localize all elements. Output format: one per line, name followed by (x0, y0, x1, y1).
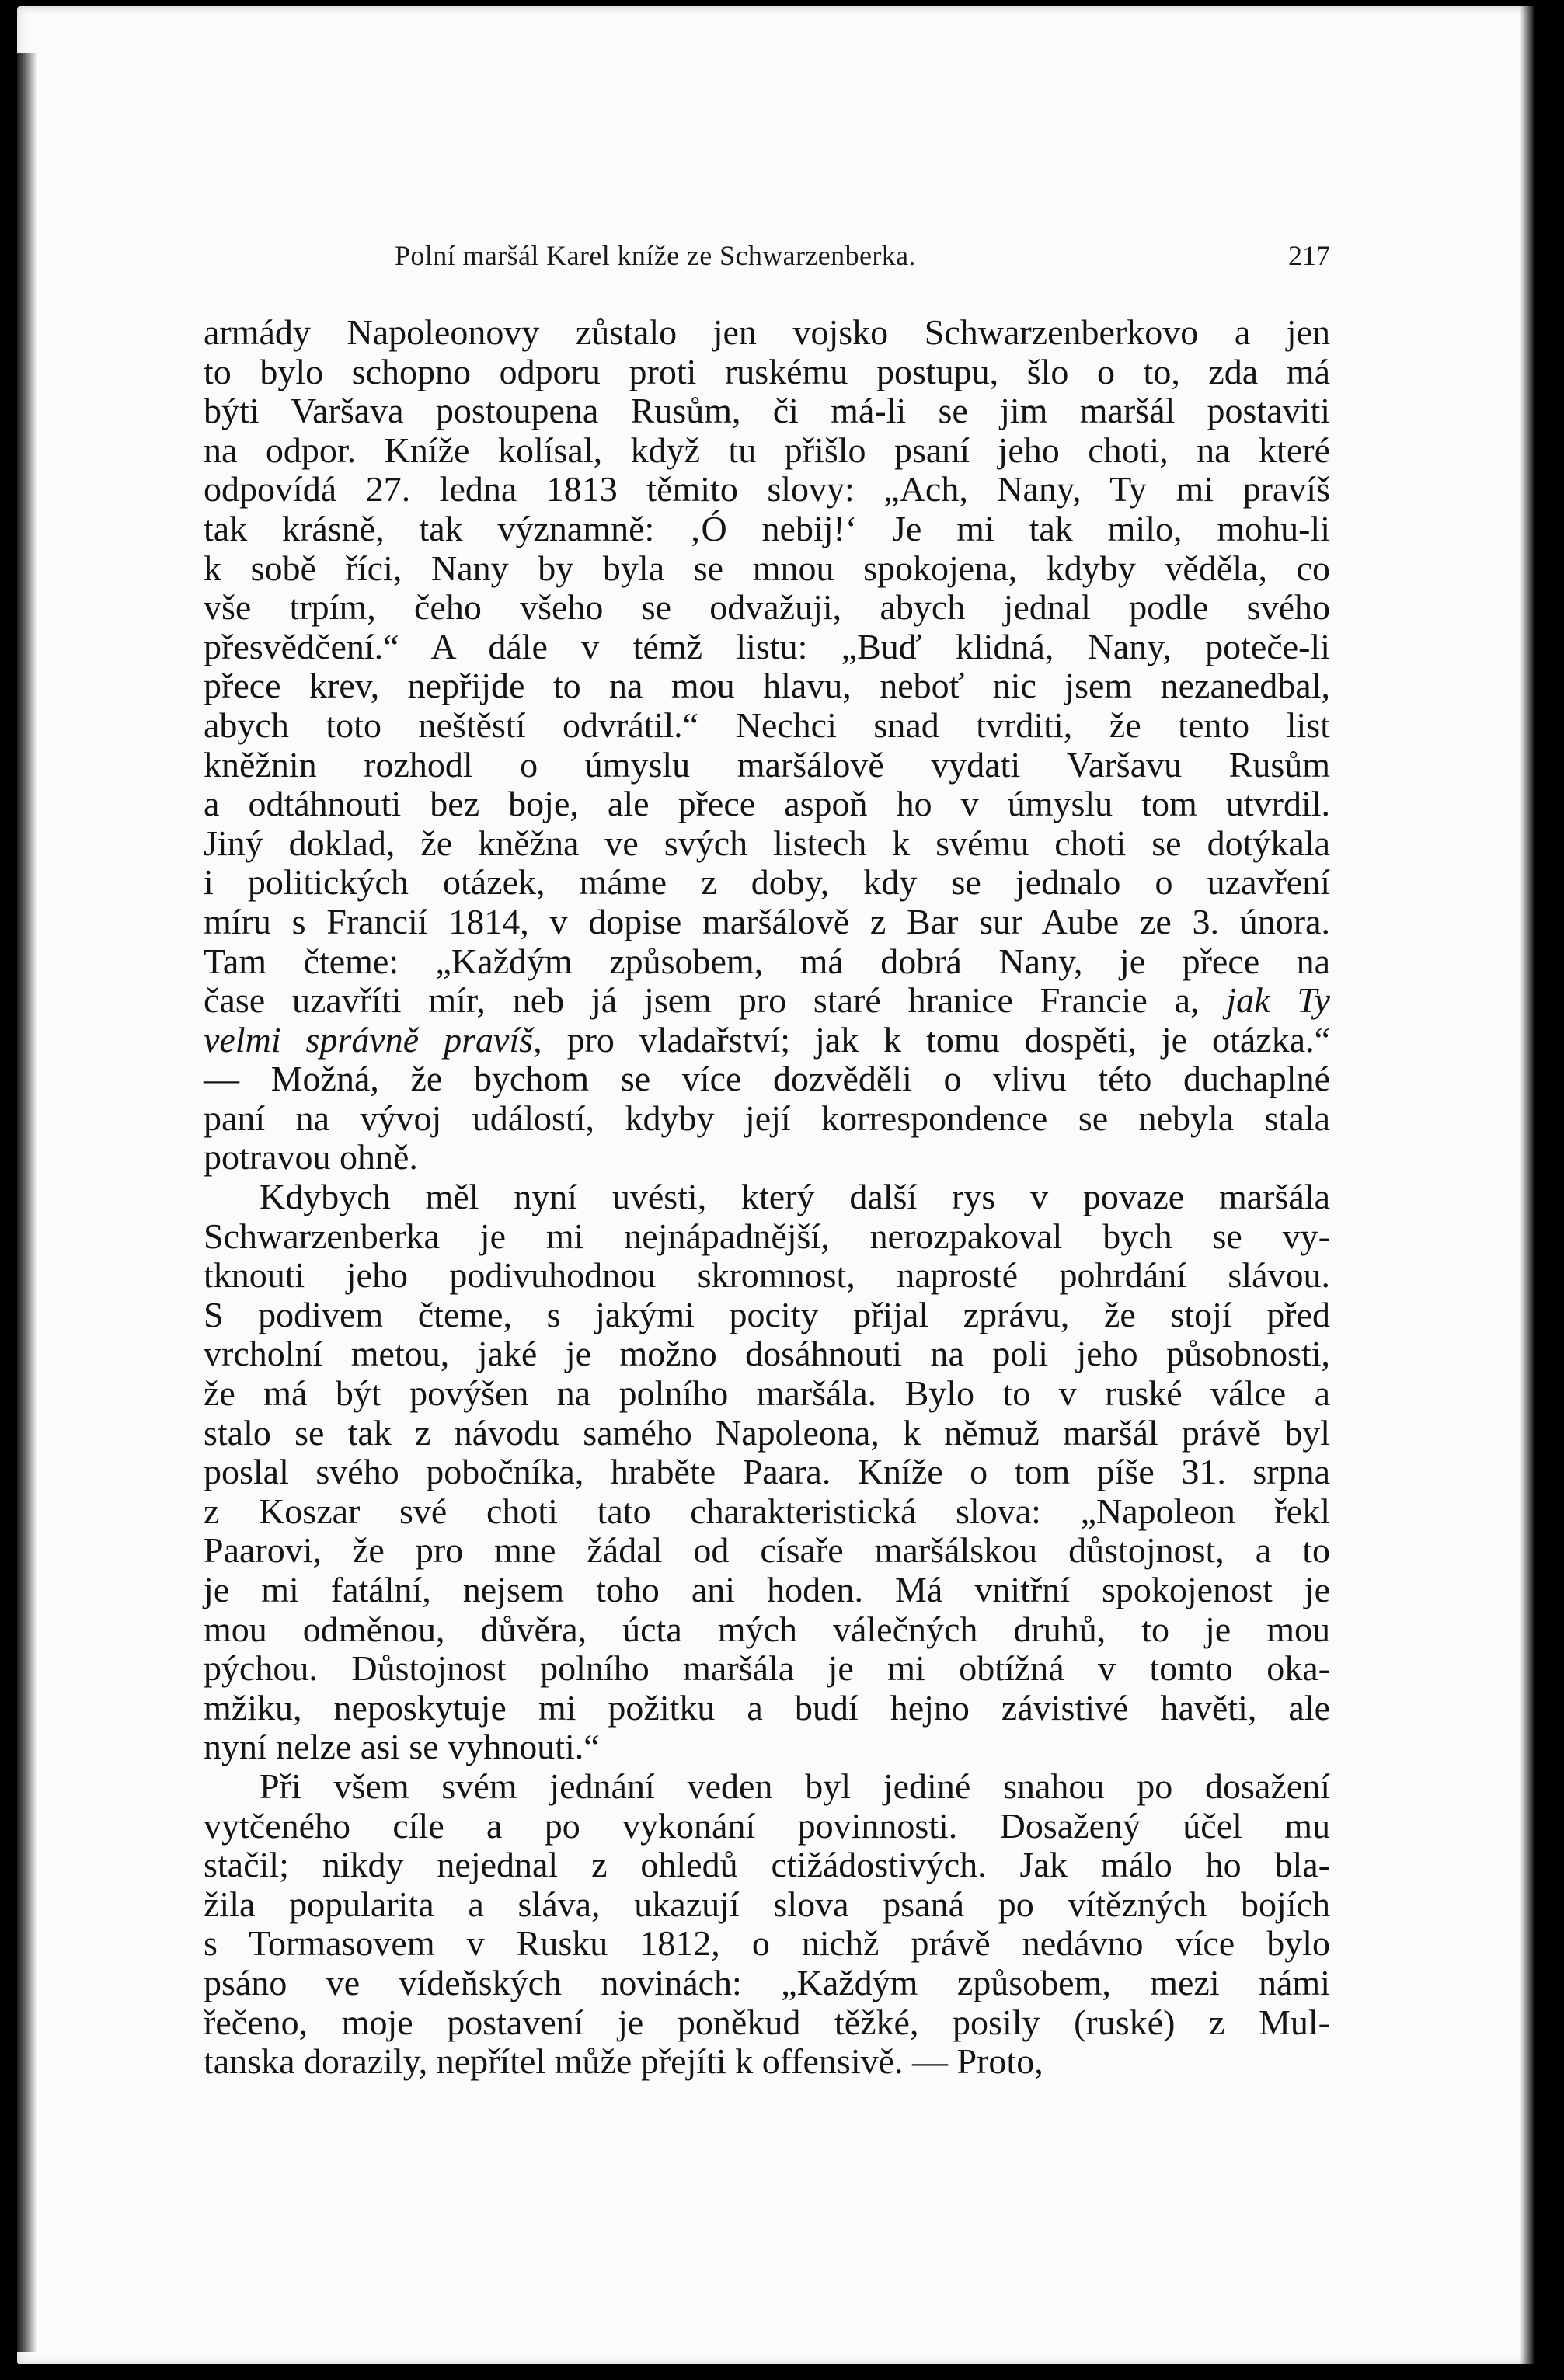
text-line: Jiný doklad, že kněžna ve svých listech k svému choti se dotýkala (204, 823, 1330, 863)
text-line: Kdybych měl nyní uvésti, který další rys v povaze maršála (260, 1177, 1330, 1217)
text-line: vrcholní metou, jaké je možno dosáhnouti na poli jeho působnosti, (204, 1334, 1330, 1374)
running-title: Polní maršál Karel kníže ze Schwarzenberka. (395, 240, 916, 271)
text-line: psáno ve vídeňských novinách: „Každým způsobem, mezi námi (204, 1962, 1330, 2002)
text-line: tanska dorazily, nepřítel může přejíti k offensivě. — Proto, (204, 2041, 1043, 2082)
text-line (204, 981, 1330, 1021)
page-shadow-left (17, 53, 37, 2352)
text-line: kněžnin rozhodl o úmyslu maršálově vydati Varšavu Rusům (204, 744, 1330, 785)
text-line: z Koszar své choti tato charakteristická slova: „Napoleon řekl (204, 1491, 1330, 1531)
paragraph (204, 1178, 1330, 1767)
italic-phrase: velmi správně pravíš, (204, 1019, 542, 1060)
text-line: přesvědčení.“ A dále v témž listu: „Buď klidná, Nany, poteče-li (204, 626, 1330, 666)
text-line: k sobě říci, Nany by byla se mnou spokojena, kdyby věděla, co (204, 548, 1330, 588)
text-line: stačil; nikdy nejednal z ohledů ctižádostivých. Jak málo ho bla- (204, 1845, 1330, 1885)
italic-phrase: jak Ty (1226, 980, 1330, 1021)
text-line: řečeno, moje postavení je poněkud těžké, posily (ruské) z Mul- (204, 2002, 1330, 2042)
page-shadow-right (1520, 6, 1534, 2364)
text-line (204, 1021, 1330, 1060)
text-line: pýchou. Důstojnost polního maršála je mi obtížná v tomto oka- (204, 1648, 1330, 1689)
text-line-segment: pro vladařství; jak k tomu dospěti, je otázka.“ (542, 1019, 1330, 1060)
text-line: je mi fatální, nejsem toho ani hoden. Má vnitřní spokojenost je (204, 1570, 1330, 1609)
text-line: tknouti jeho podivuhodnou skromnost, naprosté pohrdání slávou. (204, 1255, 1330, 1296)
text-line: mou odměnou, důvěra, úcta mých válečných druhů, to je mou (204, 1609, 1330, 1649)
text-line-segment: čase uzavříti mír, neb já jsem pro staré hranice Francie a, (204, 980, 1227, 1021)
text-line: Schwarzenberka je mi nejnápadnější, nerozpakoval bych se vy- (204, 1216, 1330, 1256)
text-line: — Možná, že bychom se více dozvěděli o vlivu této duchaplné (204, 1059, 1330, 1099)
text-line: tak krásně, tak významně: ‚Ó nebij!‘ Je mi tak milo, mohu-li (204, 508, 1330, 548)
text-line: vše trpím, čeho všeho se odvažuji, abych jednal podle svého (204, 587, 1330, 628)
text-line: Paarovi, že pro mne žádal od císaře maršálskou důstojnost, a to (204, 1530, 1330, 1571)
page-number: 217 (1288, 240, 1330, 271)
text-line: mžiku, neposkytuje mi požitku a budí hejno závistivé havěti, ale (204, 1687, 1330, 1728)
text-line: Tam čteme: „Každým způsobem, má dobrá Nany, je přece na (204, 941, 1330, 981)
text-line: i politických otázek, máme z doby, kdy se jednalo o uzavření (204, 862, 1330, 903)
text-line: odpovídá 27. ledna 1813 těmito slovy: „Ach, Nany, Ty mi pravíš (204, 469, 1330, 510)
text-line: přece krev, nepřijde to na mou hlavu, neboť nic jsem nezanedbal, (204, 666, 1330, 706)
text-line: stalo se tak z návodu samého Napoleona, k němuž maršál právě byl (204, 1412, 1330, 1453)
text-line: nyní nelze asi se vyhnouti.“ (204, 1727, 600, 1767)
text-line: poslal svého pobočníka, hraběte Paara. Kníže o tom píše 31. srpna (204, 1452, 1330, 1492)
text-line: Při všem svém jednání veden byl jediné snahou po dosažení (260, 1766, 1330, 1806)
text-line: a odtáhnouti bez boje, ale přece aspoň ho v úmyslu tom utvrdil. (204, 784, 1330, 824)
body-text (204, 313, 1330, 2082)
text-line: potravou ohně. (204, 1137, 418, 1178)
text-line: s Tormasovem v Rusku 1812, o nichž právě nedávno více bylo (204, 1923, 1330, 1964)
text-line: býti Varšava postoupena Rusům, či má-li se jim maršál postaviti (204, 391, 1330, 431)
text-line: to bylo schopno odporu proti ruskému postupu, šlo o to, zda má (204, 351, 1330, 391)
text-line: na odpor. Kníže kolísal, když tu přišlo psaní jeho choti, na které (204, 430, 1330, 470)
text-line: abych toto neštěstí odvrátil.“ Nechci snad tvrditi, že tento list (204, 705, 1330, 745)
text-line: že má být povýšen na polního maršála. Bylo to v ruské válce a (204, 1373, 1330, 1414)
text-line: armády Napoleonovy zůstalo jen vojsko Schwarzenberkovo a jen (204, 312, 1330, 352)
page-header (204, 239, 1330, 286)
text-line: míru s Francií 1814, v dopise maršálově z Bar sur Aube ze 3. února. (204, 901, 1330, 941)
text-line: vytčeného cíle a po vykonání povinnosti. Dosažený účel mu (204, 1805, 1330, 1846)
text-line: paní na vývoj událostí, kdyby její korrespondence se nebyla stala (204, 1098, 1330, 1138)
text-line: žila popularita a sláva, ukazují slova psaná po vítězných bojích (204, 1884, 1330, 1924)
text-line: S podivem čteme, s jakými pocity přijal zprávu, že stojí před (204, 1294, 1330, 1334)
paragraph (204, 1767, 1330, 2082)
paragraph (204, 313, 1330, 1178)
